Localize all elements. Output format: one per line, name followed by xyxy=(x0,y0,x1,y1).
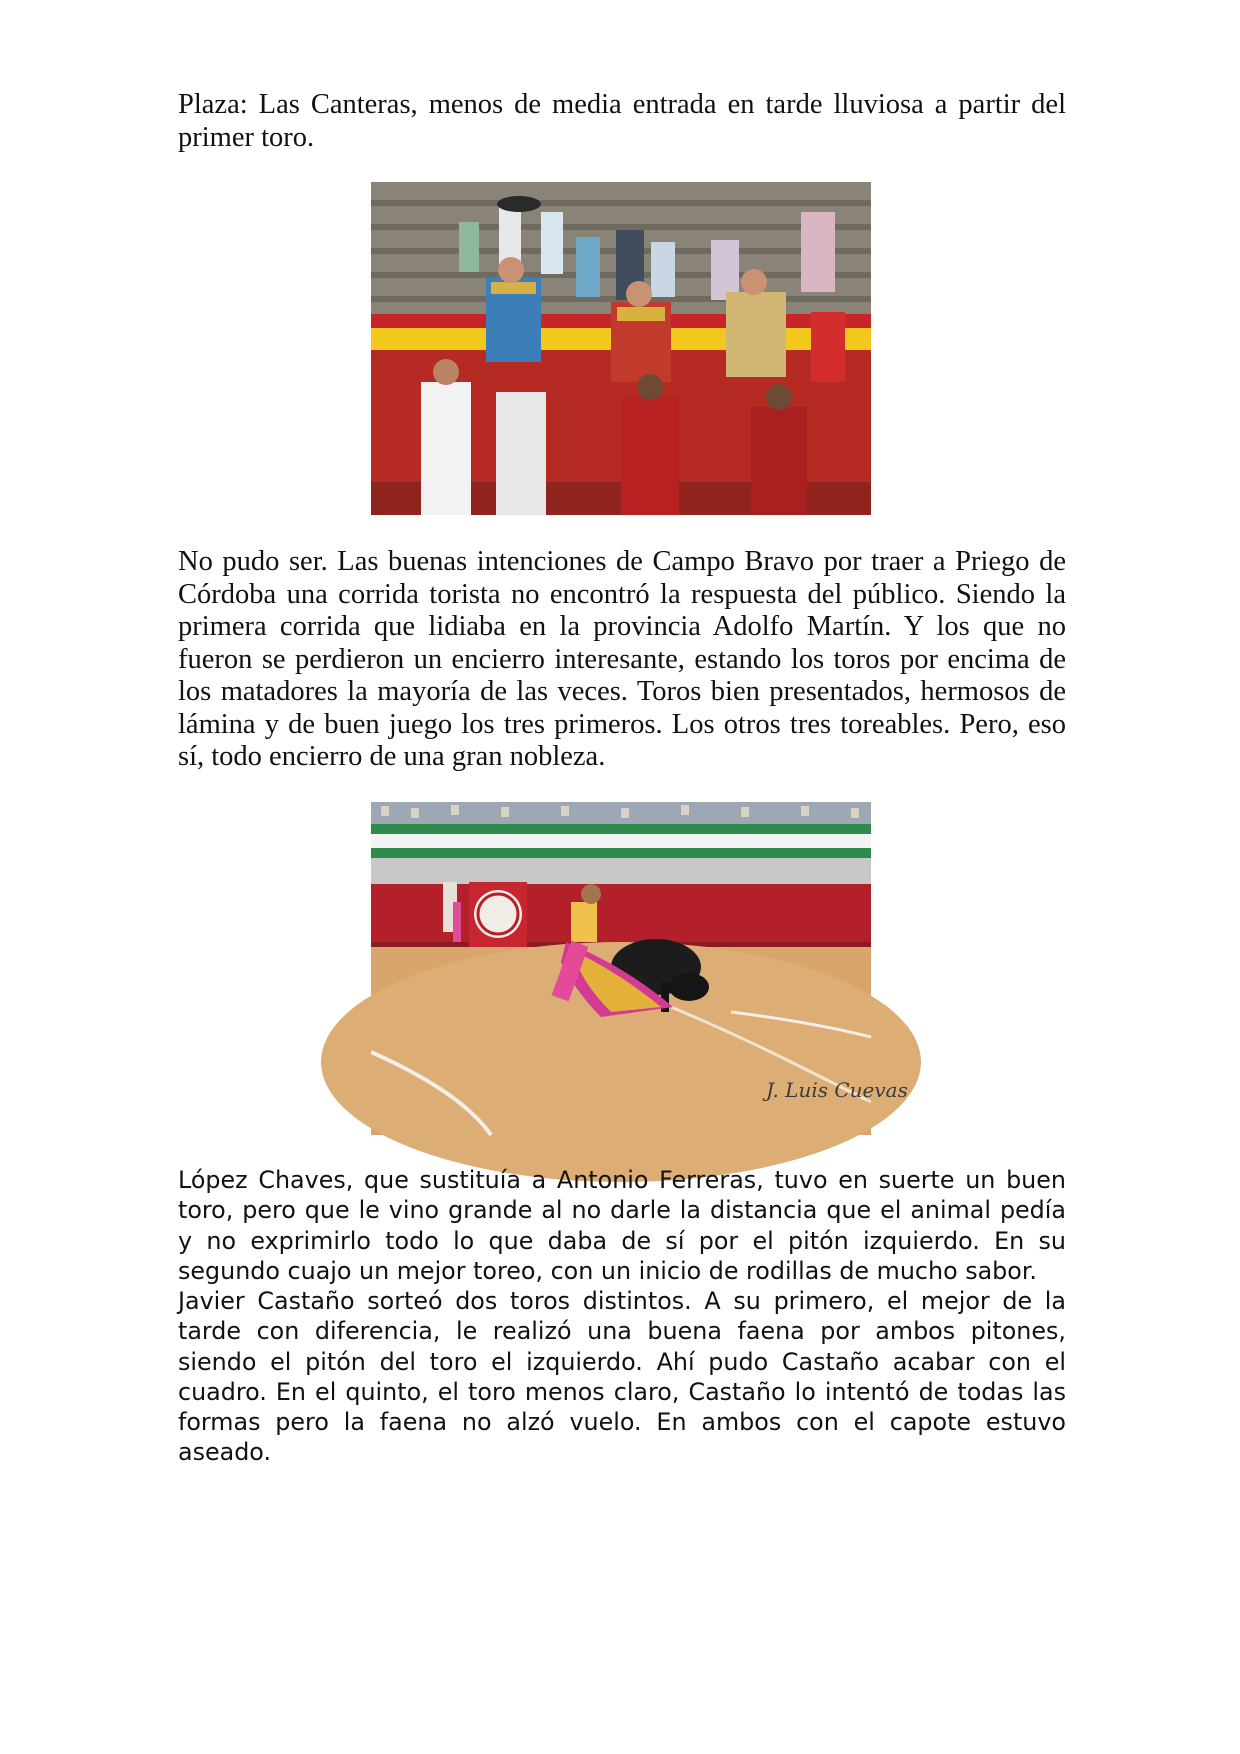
photo-signature: J. Luis Cuevas xyxy=(766,1078,908,1102)
paragraph-plaza: Plaza: Las Canteras, menos de media entrada en tarde lluviosa a partir del primer toro. xyxy=(178,89,1066,153)
photo-capote-image xyxy=(371,802,908,1135)
photo-matadores-image xyxy=(371,182,871,515)
paragraph-lopez-chaves: López Chaves, que sustituía a Antonio Ferreras, tuvo en suerte un buen toro, pero que le vino grande al no darle la distancia que el animal pedía y no exprimirlo todo lo que daba de sí por el pitón izquierdo. En su segundo cuajo un mejor toreo, con un inicio de rodillas de mucho sabor. xyxy=(178,1166,1066,1285)
paragraph-cronica: No pudo ser. Las buenas intenciones de Campo Bravo por traer a Priego de Córdoba una corrida torista no encontró la respuesta del público. Siendo la primera corrida que lidiaba en la provincia Adolfo Martín. Y los que no fueron se perdieron un encierro interesante, estando los toros por encima de los matadores la mayoría de las veces. Toros bien presentados, hermosos de lámina y de buen juego los tres primeros. Los otros tres toreables. Pero, eso sí, todo encierro de una gran nobleza. xyxy=(178,546,1066,772)
photo-matadores-a-hombros xyxy=(371,182,871,515)
photo-pase-de-capote xyxy=(371,802,908,1135)
paragraph-javier-castano: Javier Castaño sorteó dos toros distintos. A su primero, el mejor de la tarde con diferencia, le realizó una buena faena por ambos pitones, siendo el pitón del toro el izquierdo. Ahí pudo Castaño acabar con el cuadro. En el quinto, el toro menos claro, Castaño lo intentó de todas las formas pero la faena no alzó vuelo. En ambos con el capote estuvo aseado. xyxy=(178,1287,1066,1467)
